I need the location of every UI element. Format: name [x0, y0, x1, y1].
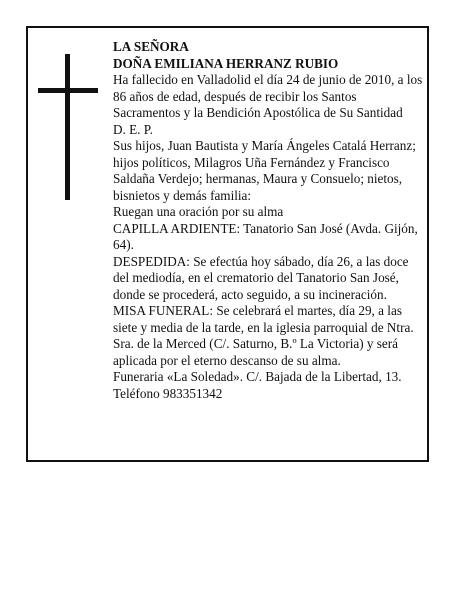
cross-icon: [38, 54, 98, 200]
obituary-title: LA SEÑORA: [113, 39, 189, 54]
obituary-notice: [26, 26, 429, 462]
cross-vertical-bar: [65, 54, 70, 200]
rip-text: D. E. P.: [113, 121, 153, 137]
prayer-request: Ruegan una oración por su alma: [113, 204, 284, 219]
deceased-name: DOÑA EMILIANA HERRANZ RUBIO: [113, 55, 339, 71]
obituary-text: [113, 39, 425, 402]
mass-info: MISA FUNERAL: Se celebrará el martes, día 29, a las siete y media de la tarde, en la iglesia parroquial de Ntra. Sra. de la Merced (C/. Saturno, B.º La Victoria) y será aplicada por el eterno descanso de su alma.: [113, 303, 414, 368]
chapel-info: CAPILLA ARDIENTE: Tanatorio San José (Avda. Gijón, 64).: [113, 220, 418, 252]
family-list: Sus hijos, Juan Bautista y María Ángeles Catalá Herranz; hijos políticos, Milagros Uña Fernández y Francisco Saldaña Verdejo; hermanas, Maura y Consuelo; nietos, bisnietos y demás familia:: [113, 138, 416, 203]
farewell-info: DESPEDIDA: Se efectúa hoy sábado, día 26, a las doce del mediodía, en el crematorio del Tanatorio San José, donde se procederá, acto seguido, a su incineración.: [113, 253, 409, 302]
cross-horizontal-bar: [38, 88, 98, 93]
funeral-home-info: Funeraria «La Soledad». C/. Bajada de la Libertad, 13. Teléfono 983351342: [113, 369, 402, 401]
death-announcement: Ha fallecido en Valladolid el día 24 de junio de 2010, a los 86 años de edad, después de recibir los Santos Sacramentos y la Bendición Apostólica de Su Santidad: [113, 72, 423, 120]
